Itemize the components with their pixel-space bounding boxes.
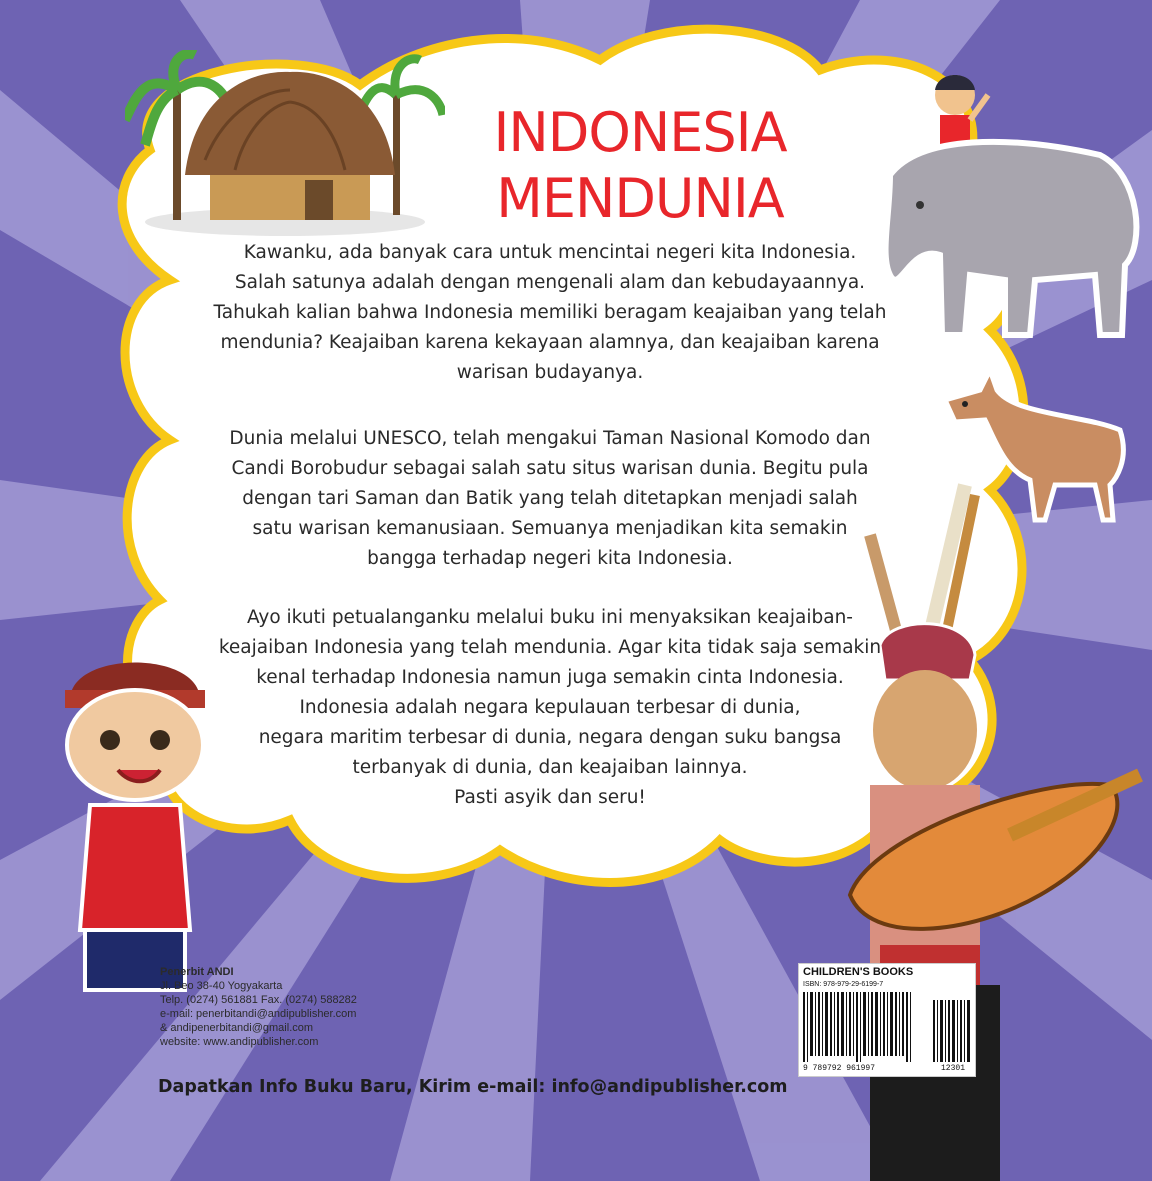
paragraph-line: Ayo ikuti petualanganku melalui buku ini menyaksikan keajaiban- (246, 607, 853, 628)
paragraph-line: Pasti asyik dan seru! (454, 787, 646, 808)
paragraph-3 (150, 603, 950, 813)
paragraph-line: satu warisan kemanusiaan. Semuanya menjadikan kita semakin (252, 518, 848, 539)
barcode-bars (803, 992, 971, 1062)
paragraph-line: Indonesia adalah negara kepulauan terbesar di dunia, (299, 697, 801, 718)
paragraph-line: dengan tari Saman dan Batik yang telah ditetapkan menjadi salah (242, 488, 858, 509)
hut-illustration (125, 50, 445, 240)
barcode-isbn: ISBN: 978-979-29-6199-7 (803, 981, 884, 988)
paragraph-line: mendunia? Keajaiban karena kekayaan alamnya, dan keajaiban karena (220, 332, 880, 353)
publisher-phone: Telp. (0274) 561881 Fax. (0274) 588282 (160, 994, 357, 1006)
paragraph-line: negara maritim terbesar di dunia, negara dengan suku bangsa (258, 727, 842, 748)
barcode-number: 9 789792 961997 (803, 1064, 876, 1073)
paragraph-2 (150, 424, 950, 574)
barcode-category: CHILDREN'S BOOKS (803, 966, 914, 978)
publisher-name: Penerbit ANDI (160, 966, 234, 978)
paragraph-line: terbanyak di dunia, dan keajaiban lainnya. (352, 757, 748, 778)
publisher-info (160, 965, 357, 1049)
publisher-address: Jl. Beo 38-40 Yogyakarta (160, 980, 283, 992)
paragraph-line: keajaiban Indonesia yang telah mendunia. Agar kita tidak saja semakin (218, 637, 882, 658)
paragraph-1 (150, 238, 950, 388)
paragraph-line: bangga terhadap negeri kita Indonesia. (367, 548, 733, 569)
paragraph-line: warisan budayanya. (456, 362, 644, 383)
barcode-addon: 12301 (941, 1064, 966, 1073)
publisher-email: e-mail: penerbitandi@andipublisher.com (160, 1008, 357, 1020)
paragraph-line: Candi Borobudur sebagai salah satu situs warisan dunia. Begitu pula (231, 458, 869, 479)
paragraph-line: Salah satunya adalah dengan mengenali alam dan kebudayaannya. (234, 272, 866, 293)
paragraph-line: Dunia melalui UNESCO, telah mengakui Taman Nasional Komodo dan (229, 428, 871, 449)
info-email-cta: Dapatkan Info Buku Baru, Kirim e-mail: info@andipublisher.com (158, 1077, 788, 1097)
publisher-email-2: & andipenerbitandi@gmail.com (160, 1022, 314, 1034)
title-line-1: INDONESIA (493, 101, 787, 164)
title-line-2: MENDUNIA (496, 167, 784, 230)
barcode-box (798, 963, 976, 1077)
publisher-website: website: www.andipublisher.com (160, 1036, 319, 1048)
paragraph-line: Tahukah kalian bahwa Indonesia memiliki beragam keajaiban yang telah (213, 302, 887, 323)
paragraph-line: kenal terhadap Indonesia namun juga semakin cinta Indonesia. (256, 667, 844, 688)
book-title (480, 100, 800, 232)
paragraph-line: Kawanku, ada banyak cara untuk mencintai negeri kita Indonesia. (243, 242, 857, 263)
